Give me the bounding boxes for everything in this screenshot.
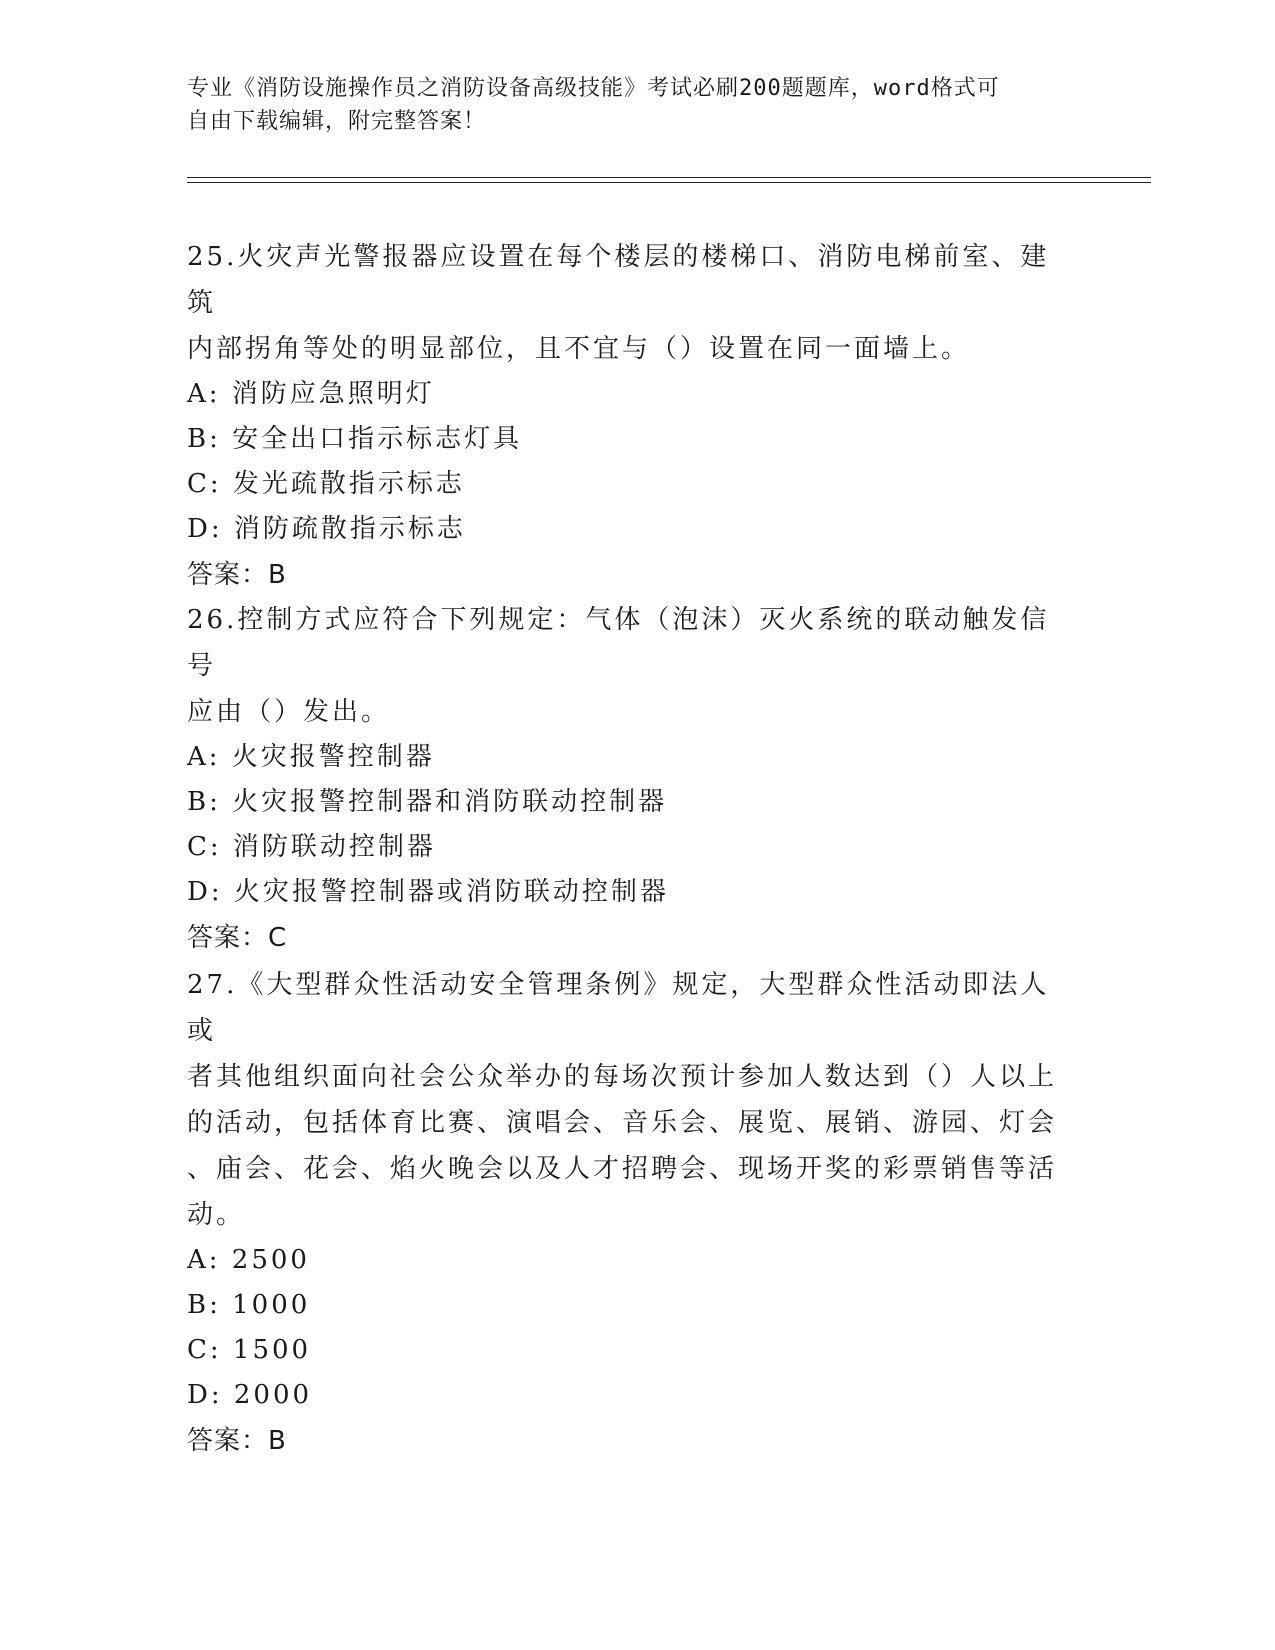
question-stem <box>187 962 1077 1238</box>
stem-line: 应由（）发出。 <box>187 697 391 727</box>
answer-line: 答案：B <box>187 560 287 590</box>
stem-line: 动。 <box>187 1200 246 1230</box>
stem-line: 的活动，包括体育比赛、演唱会、音乐会、展览、展销、游园、灯会 <box>187 1108 1058 1138</box>
answer-line: 答案：C <box>187 923 288 953</box>
stem-line: 25.火灾声光警报器应设置在每个楼层的楼梯口、消防电梯前室、建筑 <box>187 242 1050 318</box>
header-divider-bottom <box>187 182 1151 183</box>
question-26 <box>187 597 1077 961</box>
question-27 <box>187 962 1077 1464</box>
option-d: D: 消防疏散指示标志 <box>187 514 466 544</box>
option-b: B: 安全出口指示标志灯具 <box>187 424 523 454</box>
stem-line: 内部拐角等处的明显部位，且不宜与（）设置在同一面墙上。 <box>187 334 971 364</box>
header-line-1: 专业《消防设施操作员之消防设备高级技能》考试必刷200题题库，word格式可 <box>187 76 1000 101</box>
option-c: C: 发光疏散指示标志 <box>187 469 465 499</box>
option-d: D: 2000 <box>187 1380 313 1410</box>
option-c: C: 消防联动控制器 <box>187 832 436 862</box>
question-stem <box>187 234 1077 372</box>
header-divider-top <box>187 177 1151 178</box>
question-stem <box>187 597 1077 735</box>
answer-line: 答案：B <box>187 1426 287 1456</box>
option-a: A: 消防应急照明灯 <box>187 379 435 409</box>
option-a: A: 2500 <box>187 1245 310 1275</box>
option-a: A: 火灾报警控制器 <box>187 742 435 772</box>
stem-line: 、庙会、花会、焰火晚会以及人才招聘会、现场开奖的彩票销售等活 <box>187 1154 1058 1184</box>
option-b: B: 1000 <box>187 1290 311 1320</box>
stem-line: 27.《大型群众性活动安全管理条例》规定，大型群众性活动即法人或 <box>187 970 1050 1046</box>
question-25 <box>187 234 1077 598</box>
stem-line: 26.控制方式应符合下列规定：气体（泡沫）灭火系统的联动触发信号 <box>187 605 1050 681</box>
stem-line: 者其他组织面向社会公众举办的每场次预计参加人数达到（）人以上 <box>187 1062 1058 1092</box>
option-c: C: 1500 <box>187 1335 312 1365</box>
option-d: D: 火灾报警控制器或消防联动控制器 <box>187 877 669 907</box>
document-header <box>187 72 1067 138</box>
option-b: B: 火灾报警控制器和消防联动控制器 <box>187 787 668 817</box>
header-line-2: 自由下载编辑，附完整答案！ <box>187 109 487 134</box>
